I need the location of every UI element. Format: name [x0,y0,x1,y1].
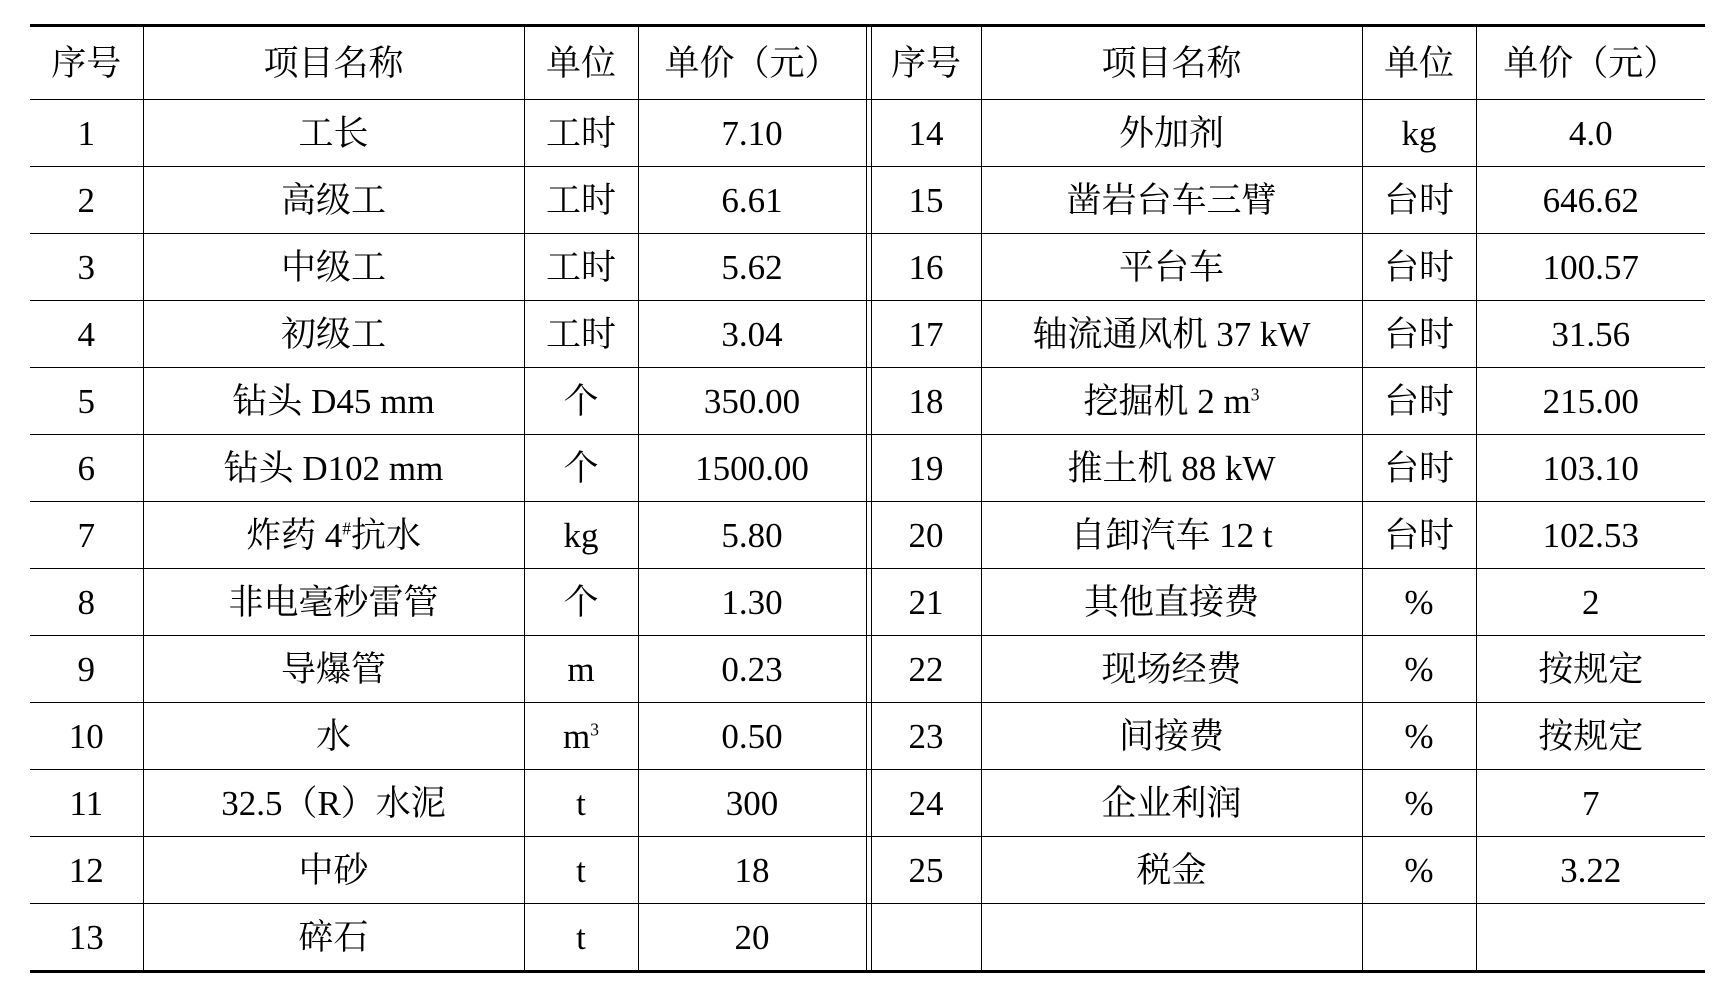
item-number-cell [30,636,143,703]
item-unit-price-cell [638,368,866,435]
item-unit-cell [524,234,638,301]
item-number-cell [30,837,143,904]
item-name-cell [981,435,1362,502]
item-unit-price-cell [638,167,866,234]
item-unit-price: 3.22 [1560,850,1622,890]
item-number: 3 [77,247,95,287]
item-number-cell [871,770,981,837]
item-unit: 工时 [545,314,616,354]
item-number: 17 [908,314,944,354]
item-unit: 个 [563,448,599,488]
empty-cell [871,904,981,972]
item-unit-price-cell [638,234,866,301]
item-unit-cell [1362,569,1476,636]
item-unit: 台时 [1383,515,1454,555]
item-name-cell [143,368,524,435]
item-name: 企业利润 [1101,783,1242,823]
item-unit: 个 [563,582,599,622]
item-name: 外加剂 [1118,113,1224,153]
item-name-cell [143,502,524,569]
item-number: 14 [908,113,944,153]
column-header-unit: 单位 [524,26,638,100]
item-number-cell [30,904,143,972]
item-unit-price: 646.62 [1542,180,1639,220]
item-unit-price-cell [1476,368,1705,435]
item-name: 碎石 [298,917,369,957]
column-header-item-name: 项目名称 [981,26,1362,100]
item-unit-price: 3.04 [721,314,783,354]
item-unit-price: 18 [734,850,770,890]
table-row [30,435,1705,502]
item-name-cell [981,636,1362,703]
item-name: 钻头 D102 mm [223,448,444,488]
item-unit: 台时 [1383,247,1454,287]
item-number-cell [871,569,981,636]
item-number-cell [30,234,143,301]
item-name-suffix: 抗水 [351,515,422,555]
item-name: 推土机 88 kW [1067,448,1276,488]
item-number-cell [871,636,981,703]
item-unit-price-cell [638,569,866,636]
item-unit-price: 按规定 [1538,716,1644,756]
item-number-cell [871,368,981,435]
item-unit-cell [1362,435,1476,502]
item-unit-price: 4.0 [1568,113,1613,153]
item-name-cell [981,234,1362,301]
item-unit: 工时 [545,247,616,287]
item-unit-price-cell [1476,837,1705,904]
item-unit-price: 31.56 [1551,314,1631,354]
item-number: 1 [77,113,95,153]
table-row [30,703,1705,770]
item-name: 挖掘机 2 m [1083,381,1251,421]
item-name-superscript: # [342,517,351,538]
item-number-cell [30,100,143,167]
item-unit-price-cell [1476,301,1705,368]
item-unit-cell [524,837,638,904]
item-unit-cell [1362,636,1476,703]
item-name: 导爆管 [280,649,386,689]
item-unit: 台时 [1383,448,1454,488]
item-name: 轴流通风机 37 kW [1032,314,1311,354]
item-unit-cell [524,703,638,770]
item-unit: kg [1401,113,1437,153]
item-number-cell [871,301,981,368]
item-name-cell [143,904,524,972]
item-unit-price-cell [1476,770,1705,837]
item-name: 非电毫秒雷管 [228,582,439,622]
column-header-item-name: 项目名称 [143,26,524,100]
item-unit: % [1404,716,1434,756]
table-row [30,234,1705,301]
item-name-cell [143,703,524,770]
item-unit-price-cell [638,770,866,837]
table-row [30,770,1705,837]
item-number-cell [30,502,143,569]
item-name: 中级工 [280,247,386,287]
column-header-unit-price: 单价（元） [1476,26,1705,100]
item-name-cell [981,703,1362,770]
empty-cell [1362,904,1476,972]
item-number-cell [871,234,981,301]
item-unit-cell [1362,703,1476,770]
item-unit: t [576,783,586,823]
item-unit-price-cell [638,100,866,167]
item-name-cell [143,100,524,167]
item-unit-price: 按规定 [1538,649,1644,689]
item-name-cell [981,100,1362,167]
item-unit-price: 20 [734,917,770,957]
item-name: 高级工 [280,180,386,220]
item-unit-price-cell [1476,100,1705,167]
item-number: 16 [908,247,944,287]
item-unit-cell [524,569,638,636]
item-unit-price-cell [638,502,866,569]
item-unit: % [1404,783,1434,823]
item-name-cell [143,569,524,636]
item-number-cell [871,100,981,167]
item-number-cell [871,167,981,234]
table-row [30,837,1705,904]
item-unit-price: 2 [1582,582,1600,622]
item-name-cell [981,569,1362,636]
item-name: 间接费 [1118,716,1224,756]
item-unit-price-cell [638,703,866,770]
item-number: 19 [908,448,944,488]
unit-price-table [30,24,1705,973]
item-number-cell [30,368,143,435]
table-body [30,100,1705,972]
item-unit: 台时 [1383,180,1454,220]
item-unit-price: 100.57 [1542,247,1639,287]
item-unit: kg [563,515,599,555]
item-unit: m [567,649,595,689]
item-name: 自卸汽车 12 t [1070,515,1273,555]
item-unit-price: 350.00 [703,381,801,421]
item-unit-cell [1362,234,1476,301]
item-name: 中砂 [298,850,369,890]
item-number: 12 [68,850,104,890]
item-unit-price: 1.30 [721,582,783,622]
item-name-cell [143,770,524,837]
item-unit: % [1404,582,1434,622]
item-unit: 个 [563,381,599,421]
item-unit: 台时 [1383,314,1454,354]
item-unit: 工时 [545,113,616,153]
item-number-cell [30,435,143,502]
item-unit-cell [1362,770,1476,837]
item-name-superscript: 3 [1250,383,1260,404]
item-number: 24 [908,783,944,823]
item-unit: m [563,716,591,756]
item-name-cell [143,435,524,502]
item-unit-price-cell [638,636,866,703]
item-number-cell [30,703,143,770]
item-name: 初级工 [280,314,386,354]
table-row [30,502,1705,569]
item-name: 32.5（R）水泥 [221,783,446,823]
item-number: 8 [77,582,95,622]
item-number: 23 [908,716,944,756]
item-unit-price: 5.80 [721,515,783,555]
item-unit: % [1404,850,1434,890]
item-number: 6 [77,448,95,488]
item-unit: t [576,917,586,957]
table-row [30,100,1705,167]
empty-cell [981,904,1362,972]
item-unit-cell [1362,167,1476,234]
item-unit: 工时 [545,180,616,220]
item-unit: 台时 [1383,381,1454,421]
column-header-unit: 单位 [1362,26,1476,100]
item-name-cell [981,837,1362,904]
item-name-cell [143,234,524,301]
item-unit-price-cell [1476,502,1705,569]
item-name: 凿岩台车三臂 [1066,180,1277,220]
column-header-number: 序号 [871,26,981,100]
item-name-cell [143,837,524,904]
item-unit-price-cell [638,301,866,368]
item-name: 平台车 [1118,247,1224,287]
item-number: 22 [908,649,944,689]
item-name-cell [981,502,1362,569]
item-number: 4 [77,314,95,354]
item-name-cell [981,167,1362,234]
item-unit-price: 5.62 [721,247,783,287]
item-name: 炸药 4 [245,515,343,555]
item-unit-price: 300 [725,783,779,823]
item-unit-price-cell [1476,636,1705,703]
item-unit-price: 0.50 [721,716,783,756]
item-number: 7 [77,515,95,555]
item-name: 工长 [298,113,369,153]
table-row [30,167,1705,234]
item-number-cell [871,502,981,569]
item-unit-price-cell [1476,703,1705,770]
table-row [30,569,1705,636]
table-row [30,904,1705,972]
item-name: 钻头 D45 mm [232,381,435,421]
item-name: 现场经费 [1101,649,1242,689]
item-number: 18 [908,381,944,421]
item-unit-price-cell [638,904,866,972]
item-name-cell [981,301,1362,368]
item-unit-price-cell [1476,435,1705,502]
empty-cell [1476,904,1705,972]
item-number-cell [871,435,981,502]
item-unit-cell [524,435,638,502]
item-number-cell [871,837,981,904]
item-unit-price-cell [1476,167,1705,234]
item-number: 9 [77,649,95,689]
item-unit-cell [524,301,638,368]
item-number-cell [30,301,143,368]
item-number: 5 [77,381,95,421]
table-row [30,368,1705,435]
item-unit-price-cell [1476,234,1705,301]
item-unit-price: 1500.00 [695,448,809,488]
item-number: 2 [77,180,95,220]
item-unit-cell [524,636,638,703]
item-number: 20 [908,515,944,555]
item-unit-price: 0.23 [721,649,783,689]
table-header-row [30,26,1705,100]
item-unit-cell [1362,837,1476,904]
item-name-cell [981,770,1362,837]
item-number-cell [30,569,143,636]
item-number: 21 [908,582,944,622]
item-unit-cell [1362,301,1476,368]
item-unit-cell [524,100,638,167]
item-number: 15 [908,180,944,220]
item-unit-price: 7 [1582,783,1600,823]
item-unit: % [1404,649,1434,689]
item-unit: t [576,850,586,890]
item-number: 25 [908,850,944,890]
item-unit-price-cell [1476,569,1705,636]
item-unit-price-cell [638,837,866,904]
table-row [30,636,1705,703]
item-unit-cell [524,502,638,569]
item-number-cell [871,703,981,770]
item-unit-price-cell [638,435,866,502]
item-name-cell [981,368,1362,435]
item-unit-superscript: 3 [590,718,599,739]
table-row [30,301,1705,368]
item-name: 其他直接费 [1083,582,1259,622]
item-unit-cell [1362,368,1476,435]
item-name-cell [143,167,524,234]
item-unit-cell [524,904,638,972]
item-unit-price: 103.10 [1542,448,1639,488]
item-number-cell [30,770,143,837]
item-unit-price: 215.00 [1542,381,1639,421]
item-unit-price: 102.53 [1542,515,1639,555]
item-unit-cell [524,770,638,837]
item-number-cell [30,167,143,234]
item-unit-cell [1362,100,1476,167]
item-unit-cell [524,368,638,435]
item-name: 税金 [1136,850,1207,890]
item-unit-cell [1362,502,1476,569]
item-number: 11 [69,783,104,823]
item-number: 10 [68,716,104,756]
item-number: 13 [68,917,104,957]
column-header-unit-price: 单价（元） [638,26,866,100]
column-header-number: 序号 [30,26,143,100]
item-name-cell [143,636,524,703]
item-unit-price: 7.10 [721,113,783,153]
item-name: 水 [315,716,351,756]
item-unit-price: 6.61 [721,180,783,220]
item-unit-cell [524,167,638,234]
item-name-cell [143,301,524,368]
